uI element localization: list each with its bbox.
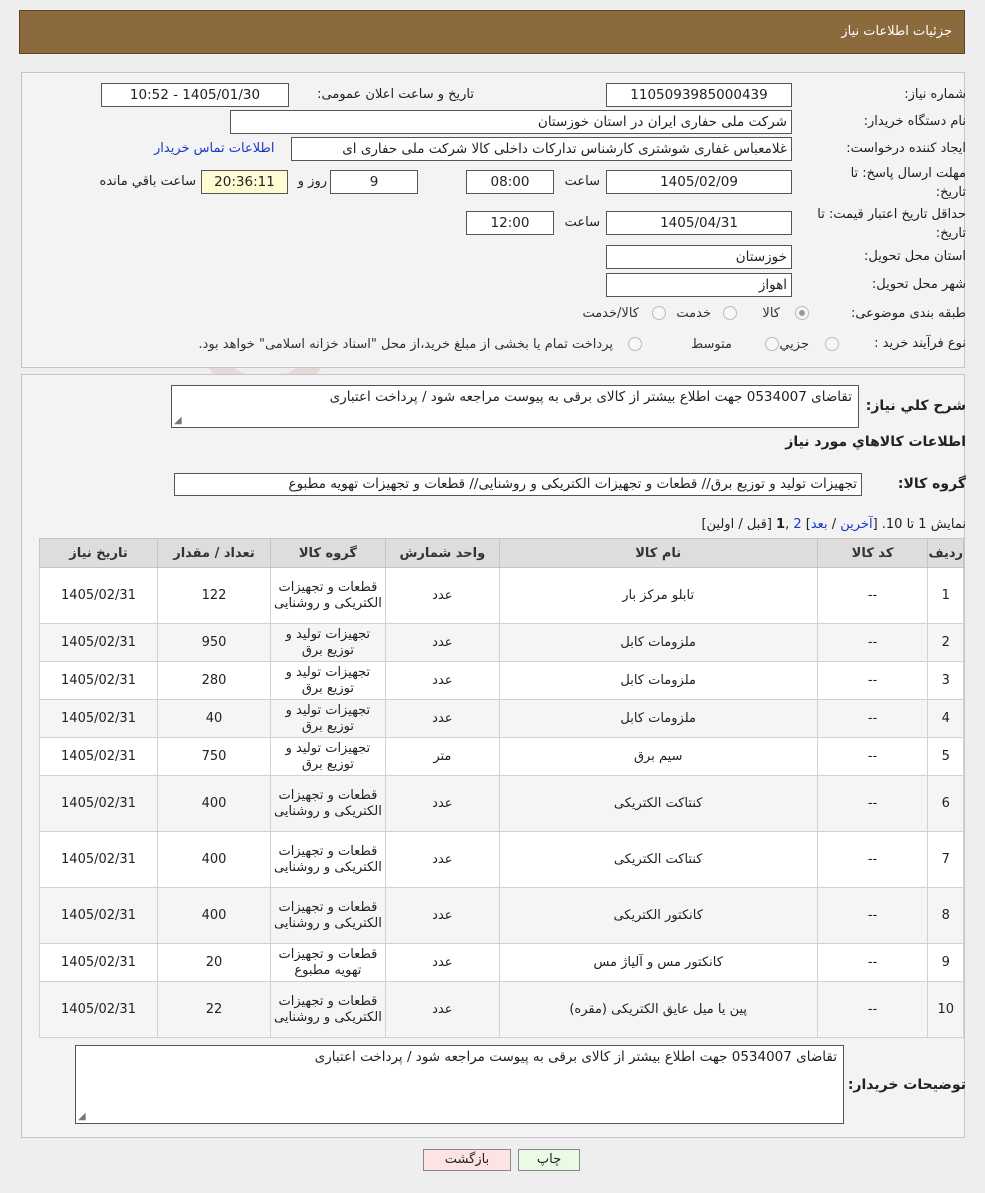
city-field: اهواز [606,273,792,297]
cell-need-date: 1405/02/31 [40,832,158,888]
cell-row-number: 5 [928,738,964,776]
cell-unit: عدد [385,982,499,1038]
cell-goods-code: -- [817,568,928,624]
deadline-label-line2: تاریخ: [935,185,966,200]
table-row [40,888,964,944]
cell-goods-name: ملزومات کابل [499,662,817,700]
table-row [40,776,964,832]
cell-need-date: 1405/02/31 [40,944,158,982]
validity-time-label: ساعت [564,215,600,230]
category-goods-service-label: کالا/خدمت [582,306,639,321]
goods-group-label: گروه کالا: [897,476,966,492]
cell-quantity: 122 [158,568,271,624]
col-goods-name: نام کالا [499,539,817,568]
cell-goods-group: قطعات و تجهیزات الکتریکی و روشنایی [270,832,385,888]
table-row [40,738,964,776]
cell-goods-code: -- [817,888,928,944]
cell-quantity: 750 [158,738,271,776]
city-label: شهر محل تحویل: [871,277,966,292]
col-unit: واحد شمارش [385,539,499,568]
cell-need-date: 1405/02/31 [40,776,158,832]
cell-need-date: 1405/02/31 [40,982,158,1038]
cell-goods-group: تجهیزات تولید و توزیع برق [270,738,385,776]
requester-field: غلامعباس غفاری شوشتری کارشناس تدارکات داخلی کالا شرکت ملی حفاری ای [291,137,792,161]
pagination-current-page: 1 [776,517,786,532]
print-button[interactable]: چاپ [518,1149,580,1171]
cell-goods-name: کنتاکت الکتریکی [499,776,817,832]
cell-unit: متر [385,738,499,776]
cell-row-number: 1 [928,568,964,624]
cell-unit: عدد [385,944,499,982]
goods-group-field: تجهیزات تولید و توزیع برق// قطعات و تجهیزات الکتریکی و روشنایی// قطعات و تجهیزات تهویه مطبوع [174,473,862,496]
province-label: استان محل تحویل: [864,249,966,264]
cell-unit: عدد [385,568,499,624]
cell-goods-group: قطعات و تجهیزات الکتریکی و روشنایی [270,776,385,832]
page-header [19,10,965,54]
col-goods-group: گروه کالا [270,539,385,568]
cell-goods-name: سیم برق [499,738,817,776]
cell-row-number: 8 [928,888,964,944]
cell-quantity: 400 [158,888,271,944]
cell-goods-group: تجهیزات تولید و توزیع برق [270,662,385,700]
process-minor-label: جزیي [779,337,809,352]
cell-need-date: 1405/02/31 [40,738,158,776]
back-button[interactable]: بازگشت [423,1149,511,1171]
buyer-contact-link[interactable]: اطلاعات تماس خریدار [154,141,275,156]
time-remaining-label: ساعت باقي مانده [99,174,196,189]
deadline-label [851,164,966,202]
process-label: نوع فرآیند خرید : [874,336,966,351]
cell-goods-name: پین یا میل عایق الکتریکی (مقره) [499,982,817,1038]
need-number-label: شماره نیاز: [904,87,966,102]
province-field: خوزستان [606,245,792,269]
table-row [40,624,964,662]
cell-goods-group: قطعات و تجهیزات الکتریکی و روشنایی [270,982,385,1038]
deadline-label-line1: مهلت ارسال پاسخ: تا [850,166,966,181]
cell-unit: عدد [385,700,499,738]
buyer-notes-textarea[interactable] [75,1045,844,1124]
cell-goods-code: -- [817,700,928,738]
cell-goods-name: تابلو مرکز بار [499,568,817,624]
cell-row-number: 4 [928,700,964,738]
cell-goods-code: -- [817,624,928,662]
process-treasury-note: پرداخت تمام یا بخشی از مبلغ خرید،از محل "اسناد خزانه اسلامی" خواهد بود. [198,337,613,352]
cell-unit: عدد [385,624,499,662]
col-goods-code: کد کالا [817,539,928,568]
category-radio-goods-service[interactable] [652,306,666,320]
validity-time-field: 12:00 [466,211,554,235]
summary-textarea[interactable] [171,385,859,428]
cell-row-number: 7 [928,832,964,888]
col-need-date: تاریخ نیاز [40,539,158,568]
category-radio-goods[interactable] [795,306,809,320]
process-radio-medium[interactable] [765,337,779,351]
col-quantity: تعداد / مقدار [158,539,271,568]
cell-row-number: 10 [928,982,964,1038]
pagination-last-link[interactable]: آخرین [840,517,873,532]
cell-unit: عدد [385,832,499,888]
buyer-notes-text: تقاضای 0534007 جهت اطلاع بیشتر از کالای برقی به پیوست مراجعه شود / پرداخت اعتباری [314,1049,837,1065]
cell-goods-code: -- [817,982,928,1038]
cell-row-number: 3 [928,662,964,700]
buyer-notes-label: توضیحات خریدار: [847,1077,966,1093]
cell-goods-group: تجهیزات تولید و توزیع برق [270,624,385,662]
cell-unit: عدد [385,662,499,700]
table-row [40,568,964,624]
cell-goods-name: ملزومات کابل [499,700,817,738]
pagination [701,517,966,532]
cell-quantity: 950 [158,624,271,662]
cell-quantity: 400 [158,832,271,888]
col-row-number: ردیف [928,539,964,568]
category-service-label: خدمت [676,306,711,321]
deadline-date-field: 1405/02/09 [606,170,792,194]
cell-goods-code: -- [817,832,928,888]
pagination-suffix: [قبل / اولین] [701,517,777,532]
category-label: طبقه بندی موضوعی: [850,306,966,321]
cell-goods-code: -- [817,944,928,982]
cell-goods-code: -- [817,738,928,776]
cell-goods-code: -- [817,776,928,832]
announce-datetime-field: 1405/01/30 - 10:52 [101,83,289,107]
goods-table [39,538,964,1038]
cell-quantity: 400 [158,776,271,832]
days-label: روز و [297,174,327,189]
cell-goods-code: -- [817,662,928,700]
cell-unit: عدد [385,888,499,944]
cell-quantity: 280 [158,662,271,700]
table-row [40,700,964,738]
pagination-comma: , [785,517,794,532]
pagination-next-link[interactable]: بعد [810,517,828,532]
cell-row-number: 9 [928,944,964,982]
time-remaining-field: 20:36:11 [201,170,288,194]
pagination-page-2-link[interactable]: 2 [793,517,802,532]
validity-label [817,205,966,243]
pagination-sep: / [827,517,841,532]
cell-need-date: 1405/02/31 [40,700,158,738]
table-row [40,832,964,888]
process-radio-treasury[interactable] [628,337,642,351]
validity-date-field: 1405/04/31 [606,211,792,235]
cell-need-date: 1405/02/31 [40,568,158,624]
cell-quantity: 20 [158,944,271,982]
page-title: جزئیات اطلاعات نیاز [841,24,952,39]
cell-goods-name: کنتاکت الکتریکی [499,832,817,888]
cell-need-date: 1405/02/31 [40,624,158,662]
pagination-prefix: نمایش 1 تا 10. [ [872,517,966,532]
validity-label-line1: حداقل تاریخ اعتبار قیمت: تا [817,207,966,222]
cell-need-date: 1405/02/31 [40,888,158,944]
need-number-field: 1105093985000439 [606,83,792,107]
summary-label: شرح کلي نیاز: [865,398,966,414]
summary-text: تقاضای 0534007 جهت اطلاع بیشتر از کالای برقی به پیوست مراجعه شود / پرداخت اعتباری [329,389,852,405]
resize-grip-icon[interactable]: ◢ [78,1111,86,1122]
table-row [40,982,964,1038]
table-header-row [40,539,964,568]
cell-unit: عدد [385,776,499,832]
cell-goods-name: کانکتور الکتریکی [499,888,817,944]
cell-goods-name: ملزومات کابل [499,624,817,662]
deadline-time-label: ساعت [564,174,600,189]
pagination-sep-2: ] [801,517,811,532]
buyer-org-field: شرکت ملی حفاری ایران در استان خوزستان [230,110,792,134]
cell-goods-group: قطعات و تجهیزات تهویه مطبوع [270,944,385,982]
cell-goods-group: قطعات و تجهیزات الکتریکی و روشنایی [270,888,385,944]
process-radio-minor[interactable] [825,337,839,351]
deadline-time-field: 08:00 [466,170,554,194]
process-medium-label: متوسط [691,337,732,352]
requester-label: ایجاد کننده درخواست: [846,141,966,156]
buyer-org-label: نام دستگاه خریدار: [863,114,966,129]
cell-row-number: 6 [928,776,964,832]
goods-section-title: اطلاعات کالاهاي مورد نیاز [785,434,966,450]
cell-quantity: 40 [158,700,271,738]
cell-goods-group: تجهیزات تولید و توزیع برق [270,700,385,738]
table-row [40,662,964,700]
days-remaining-field: 9 [330,170,418,194]
category-radio-service[interactable] [723,306,737,320]
category-goods-label: کالا [762,306,780,321]
cell-need-date: 1405/02/31 [40,662,158,700]
table-row [40,944,964,982]
cell-goods-name: کانکتور مس و آلیاژ مس [499,944,817,982]
cell-goods-group: قطعات و تجهیزات الکتریکی و روشنایی [270,568,385,624]
cell-quantity: 22 [158,982,271,1038]
cell-row-number: 2 [928,624,964,662]
announce-label: تاریخ و ساعت اعلان عمومی: [317,87,474,102]
resize-grip-icon[interactable]: ◢ [174,415,182,426]
validity-label-line2: تاریخ: [935,226,966,241]
